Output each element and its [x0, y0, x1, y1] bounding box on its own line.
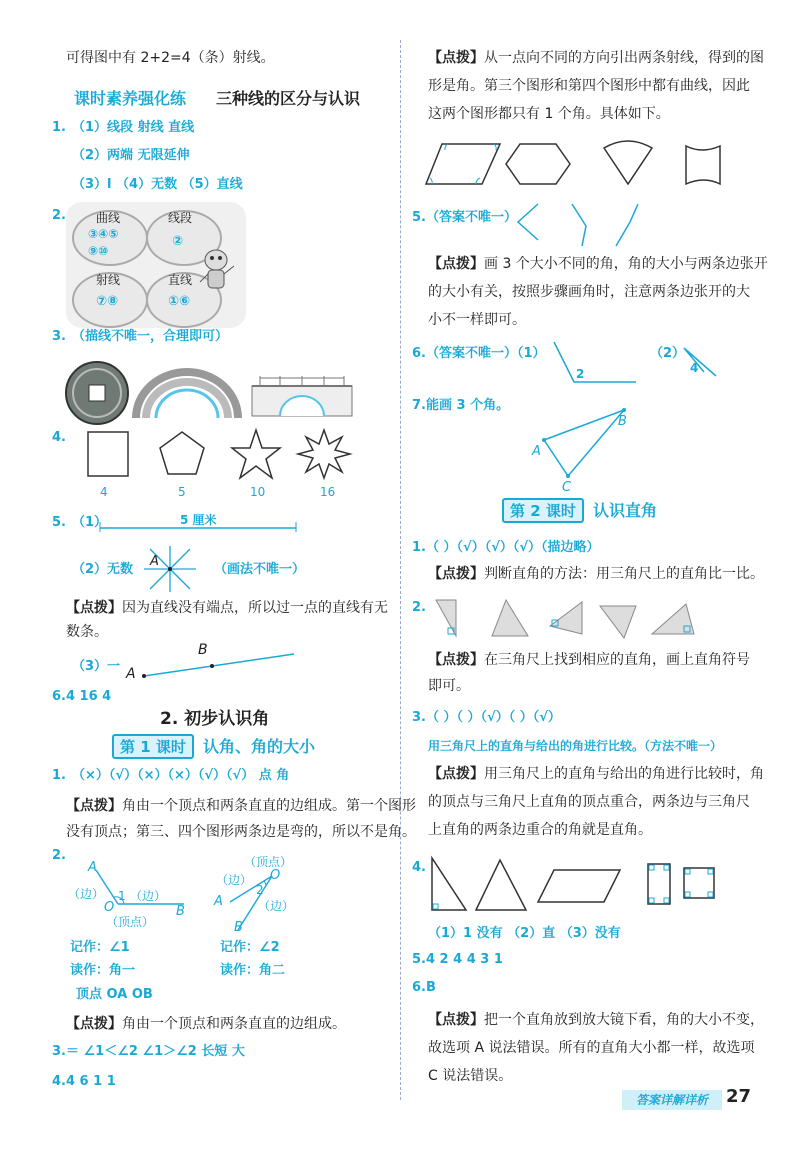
- r-q6-angle2: [680, 344, 720, 378]
- r-q7-number: 7.: [412, 398, 426, 413]
- r-q6-angle1: [552, 340, 642, 386]
- angle2-write: 记作：∠2: [220, 940, 280, 955]
- bubble-line-value: ①⑥: [168, 294, 191, 309]
- tip-label: 【点拨】: [428, 256, 484, 272]
- tip-label: 【点拨】: [66, 600, 122, 616]
- q5-point-a: A: [150, 554, 159, 569]
- angle2-point-o: O: [270, 868, 281, 883]
- tip-text: 角由一个顶点和两条直直的边组成。第一个图形: [122, 798, 416, 814]
- r-q6-number: 6.: [412, 346, 426, 361]
- q5-ray-drawing: [136, 650, 296, 680]
- q5-number: 5.: [52, 515, 66, 530]
- l1-q1-tip-line2: 没有顶点；第三、四个图形两条边是弯的，所以不是角。: [66, 824, 416, 840]
- q4-value-eight-star: 16: [320, 485, 336, 499]
- l2-q2-tip-line1: [428, 650, 750, 670]
- q1-answer-b: （2）两端 无限延伸: [72, 148, 190, 163]
- cartoon-character-icon: [196, 246, 240, 296]
- lesson1-box: 第 1 课时: [112, 734, 194, 759]
- angle1-write: 记作：∠1: [70, 940, 130, 955]
- tip-label: 【点拨】: [428, 1012, 484, 1028]
- l2-q6-tip-line1: [428, 1010, 764, 1030]
- l1-q1-tip-line1: [66, 796, 416, 816]
- coin-image: [64, 360, 130, 426]
- angle1-read: 读作：角一: [70, 963, 136, 978]
- l2-q1-answer: （ ）（√）（√）（√）（描边略）: [426, 540, 600, 555]
- bubble-ray-value: ⑦⑧: [96, 294, 119, 309]
- l2-q4-answer: （1）1 没有 （2）直 （3）没有: [428, 926, 621, 941]
- l2-q3-answer: （ ）（ ）（√）（ ）（√）: [426, 710, 561, 725]
- q5-b-note: （画法不唯一）: [214, 562, 306, 577]
- right-triangle-shape: [432, 858, 466, 910]
- r-tip-line3: 这两个图形都只有 1 个角。具体如下。: [428, 106, 670, 122]
- l2-q4-shapes: [428, 854, 718, 914]
- q4-value-pentagon: 5: [178, 485, 186, 499]
- l1-q2-number: 2.: [52, 848, 66, 863]
- fan-shape: [604, 141, 652, 184]
- q4-shapes: [84, 428, 364, 484]
- hexagon-shape: [506, 144, 570, 184]
- angle1-vertex: （顶点）: [106, 915, 155, 929]
- curved-square-shape: [686, 146, 720, 184]
- rainbow-image: [132, 372, 242, 420]
- section-subtitle: 三种线的区分与认识: [216, 89, 361, 108]
- set-square-1: [436, 600, 456, 636]
- angle1-point-o: O: [104, 900, 115, 915]
- bubble-segment-title: 线段: [168, 211, 193, 225]
- angle2-point-a: A: [214, 894, 223, 909]
- angle2-mark: 2: [256, 883, 264, 897]
- parallelogram-shape: [538, 870, 620, 902]
- chapter-title: 2. 初步认识角: [160, 709, 270, 729]
- star-shape: [232, 430, 280, 478]
- r-q5-tip-line3: 小不一样即可。: [428, 312, 526, 328]
- l2-q3-note: 用三角尺上的直角与给出的角进行比较。（方法不唯一）: [428, 739, 723, 753]
- column-divider: [400, 40, 401, 1100]
- l2-q1-tip: [428, 564, 764, 584]
- tip-label: 【点拨】: [428, 652, 484, 668]
- tip-text: 角由一个顶点和两条直直的边组成。: [122, 1016, 346, 1032]
- l2-q6-tip-line2: 故选项 A 说法错误。所有的直角大小都一样，故选项: [428, 1040, 755, 1056]
- set-square-4: [600, 606, 636, 638]
- q5-b-label: （2）无数: [72, 562, 134, 577]
- pentagon-shape: [160, 432, 204, 474]
- bubble-curve-value: ③④⑤ ⑨⑩: [88, 227, 119, 258]
- l2-q2-number: 2.: [412, 600, 426, 615]
- angle-vertex-sides: 顶点 OA OB: [76, 987, 153, 1002]
- l2-q6-answer: 6.B: [412, 980, 436, 995]
- set-square-2: [492, 600, 528, 636]
- r-q7-text: 能画 3 个角。: [426, 398, 510, 413]
- angle2-vertex: （顶点）: [244, 855, 293, 869]
- l2-q2-set-squares: [432, 596, 722, 642]
- angle1-point-b: B: [176, 904, 185, 919]
- r-q5-tip-line2: 的大小有关，按照步骤画角时，注意两条边张开的大: [428, 284, 750, 300]
- lesson2-title: 认识直角: [592, 501, 657, 520]
- lesson2-heading: [502, 498, 657, 523]
- q1-answer-a: （1）线段 射线 直线: [72, 120, 195, 135]
- l1-q3-answer: 3.＝ ∠1＜∠2 ∠1＞∠2 长短 大: [52, 1044, 245, 1059]
- tip-text: 从一点向不同的方向引出两条射线，得到的图: [484, 50, 764, 66]
- q5-tip-line1: [66, 598, 388, 618]
- angle-shapes-figure: [424, 140, 734, 192]
- angle1-point-a: A: [88, 860, 97, 875]
- bubble-ray-title: 射线: [96, 273, 121, 287]
- l2-q2-tip-line2: 即可。: [428, 678, 470, 694]
- tip-label: 【点拨】: [428, 50, 484, 66]
- tip-text: 画 3 个大小不同的角，角的大小与两条边张开: [484, 256, 768, 272]
- l2-q3-tip-line2: 的顶点与三角尺上直角的顶点重合，两条边与三角尺: [428, 794, 750, 810]
- r-q5-angles: [512, 200, 652, 250]
- parallelogram-shape: [426, 144, 500, 184]
- tip-label: 【点拨】: [66, 1016, 122, 1032]
- q4-value-square: 4: [100, 485, 108, 499]
- r-q6-mark2: 4: [690, 361, 699, 375]
- q4-value-star: 10: [250, 485, 266, 499]
- tip-text: 把一个直角放到放大镜下看，角的大小不变，: [484, 1012, 764, 1028]
- angle2-read: 读作：角二: [220, 963, 286, 978]
- angle2-edge1: （边）: [216, 873, 253, 887]
- intro-line: 可得图中有 2+2=4（条）射线。: [66, 50, 275, 66]
- lesson1-heading: [112, 734, 315, 759]
- tip-text: 判断直角的方法：用三角尺上的直角比一比。: [484, 566, 764, 582]
- q5-a-label: （1）: [72, 515, 108, 530]
- triangle-shape: [476, 860, 526, 910]
- q3-text: （描线不唯一，合理即可）: [72, 329, 229, 344]
- square-shape: [684, 868, 714, 898]
- l2-q3-tip-line1: [428, 764, 764, 784]
- r-q7-point-a: A: [532, 444, 541, 459]
- l2-q3-number: 3.: [412, 710, 426, 725]
- square-shape: [88, 432, 128, 476]
- r-q5-text: （答案不唯一）: [426, 210, 518, 225]
- q5-c-label: （3）一: [72, 659, 121, 674]
- q6-answer: 6.4 16 4: [52, 689, 112, 704]
- l2-q3-tip-line3: 上直角的两条边重合的角就是直角。: [428, 822, 652, 838]
- tip-label: 【点拨】: [66, 798, 122, 814]
- page-number: 27: [726, 1086, 752, 1107]
- r-q5-tip-line1: [428, 254, 768, 274]
- q5-ray-point-a: A: [126, 666, 136, 682]
- footer-label: 答案详解详析: [622, 1090, 722, 1110]
- tip-text: 用三角尺上的直角与给出的角进行比较时，角: [484, 766, 764, 782]
- q5-segment-length: 5 厘米: [180, 513, 217, 527]
- l2-q1-number: 1.: [412, 540, 426, 555]
- tip-text: 因为直线没有端点，所以过一点的直线有无: [122, 600, 388, 616]
- q5-ray-point-b: B: [198, 642, 208, 658]
- q1-number: 1.: [52, 120, 66, 135]
- q1-answer-c: （3）l （4）无数 （5）直线: [72, 177, 243, 192]
- r-tip-line1: [428, 48, 764, 68]
- l2-q6-tip-line3: C 说法错误。: [428, 1068, 513, 1084]
- l1-q4-answer: 4.4 6 1 1: [52, 1074, 116, 1089]
- bubble-curve-title: 曲线: [96, 211, 121, 225]
- tip-label: 【点拨】: [428, 766, 484, 782]
- l1-q1-answer: （×）（√）（×）（×）（√）（√） 点 角: [72, 768, 290, 783]
- r-tip-line2: 形是角。第三个图形和第四个图形中都有曲线，因此: [428, 78, 750, 94]
- r-q6-text: （答案不唯一）（1）: [426, 346, 546, 361]
- r-q7-point-b: B: [618, 414, 627, 429]
- section-title: 课时素养强化练: [74, 89, 187, 108]
- r-q6-mark1: 2: [576, 367, 585, 381]
- l1-q1-number: 1.: [52, 768, 66, 783]
- set-square-3: [550, 602, 582, 634]
- q4-number: 4.: [52, 430, 66, 445]
- angle2-edge2: （边）: [258, 899, 295, 913]
- lesson2-box: 第 2 课时: [502, 498, 584, 523]
- eight-point-star-shape: [298, 430, 350, 478]
- r-q5-number: 5.: [412, 210, 426, 225]
- bubble-segment-value: ②: [172, 234, 184, 249]
- angle1-mark: 1: [118, 889, 126, 903]
- r-q7-triangle: [538, 404, 630, 480]
- q2-number: 2.: [52, 208, 66, 223]
- angle2-point-b: B: [234, 920, 243, 935]
- angle1-edge2: （边）: [130, 889, 167, 903]
- lesson1-title: 认角、角的大小: [202, 737, 315, 756]
- tip-label: 【点拨】: [428, 566, 484, 582]
- r-q7-point-c: C: [562, 480, 572, 495]
- q5-tip-line2: 数条。: [66, 624, 108, 640]
- l2-q4-number: 4.: [412, 860, 426, 875]
- tip-text: 在三角尺上找到相应的直角，画上直角符号: [484, 652, 750, 668]
- r-q6-label2: （2）: [650, 346, 686, 361]
- l2-q5-answer: 5.4 2 4 4 3 1: [412, 952, 503, 967]
- bridge-image: [250, 372, 354, 418]
- bubble-line-title: 直线: [168, 273, 193, 287]
- q3-number: 3.: [52, 329, 66, 344]
- l1-q2-tip: [66, 1014, 346, 1034]
- angle1-edge1: （边）: [68, 887, 105, 901]
- set-square-5: [652, 604, 694, 634]
